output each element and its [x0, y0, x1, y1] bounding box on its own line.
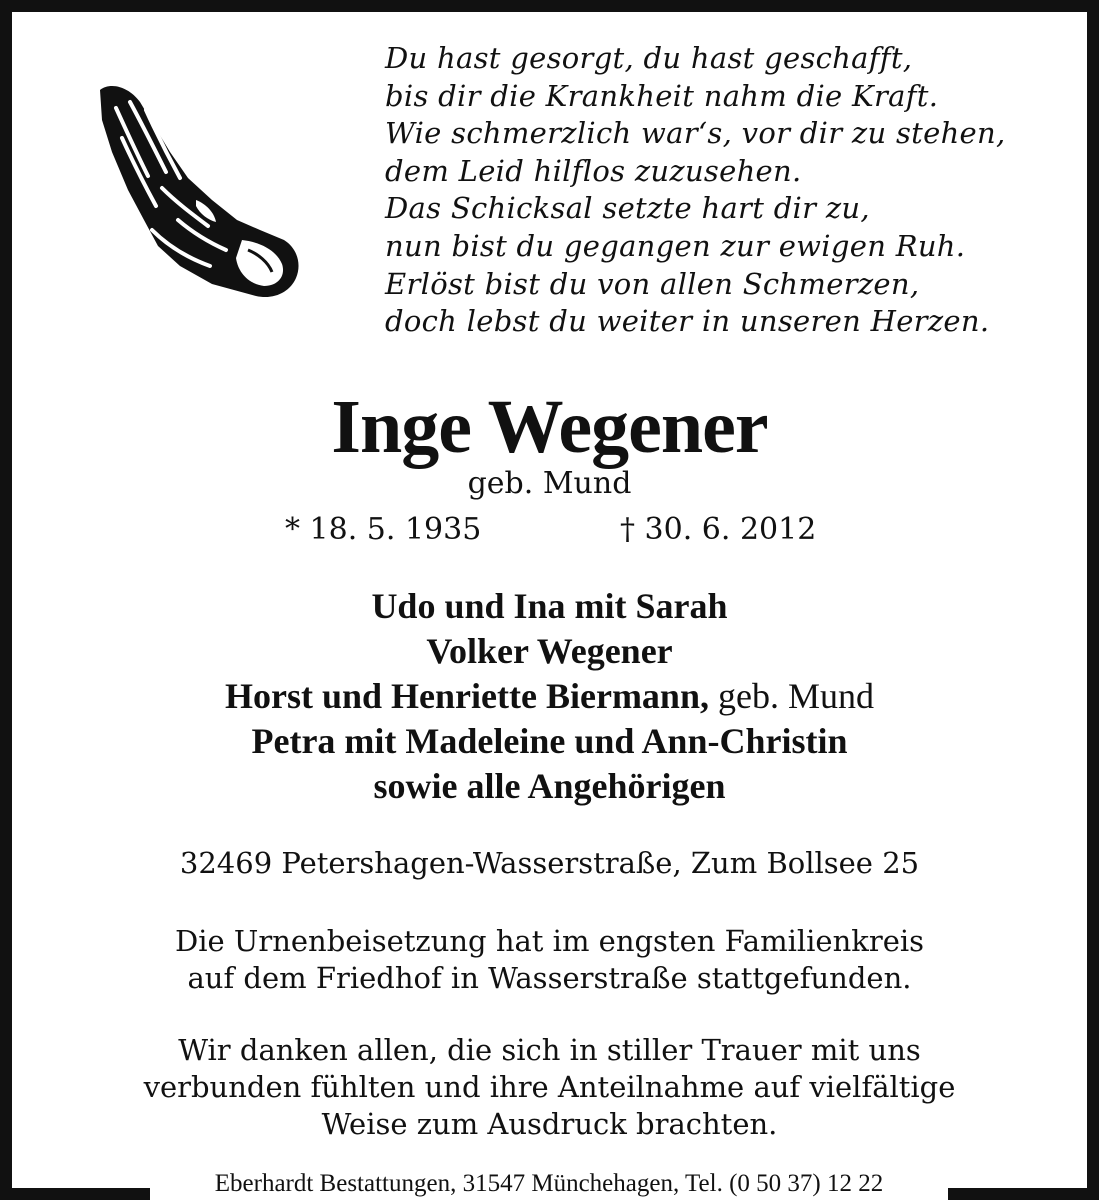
- mourners-list: [0, 584, 1099, 809]
- burial-notice-line: auf dem Friedhof in Wasserstraße stattgefunden.: [187, 961, 912, 995]
- thanks-line: verbunden fühlten und ihre Anteilnahme auf vielfältige: [143, 1070, 956, 1104]
- poem-line: doch lebst du weiter in unseren Herzen.: [385, 304, 990, 339]
- poem-line: Das Schicksal setzte hart dir zu,: [385, 191, 870, 226]
- death-date: † 30. 6. 2012: [620, 512, 817, 547]
- birth-name: geb. Mund: [467, 466, 632, 501]
- funeral-home-footer: Eberhardt Bestattungen, 31547 Münchehagen, Tel. (0 50 37) 12 22: [150, 1167, 948, 1200]
- address: 32469 Petershagen-Wasserstraße, Zum Bollsee 25: [179, 846, 920, 880]
- mourner-line: [0, 674, 1099, 719]
- mourner-names: Horst und Henriette Biermann,: [225, 676, 709, 716]
- thanks-line: Wir danken allen, die sich in stiller Trauer mit uns: [178, 1033, 921, 1067]
- mourner-line: Volker Wegener: [426, 631, 673, 671]
- burial-notice: [0, 923, 1099, 997]
- poem-line: bis dir die Krankheit nahm die Kraft.: [385, 78, 939, 113]
- mourner-line: sowie alle Angehörigen: [373, 766, 726, 806]
- poem-line: Du hast gesorgt, du hast geschafft,: [385, 41, 913, 75]
- mourner-line: Petra mit Madeleine und Ann-Christin: [251, 721, 848, 761]
- deceased-name: Inge Wegener: [331, 385, 768, 469]
- poem-line: nun bist du gegangen zur ewigen Ruh.: [385, 228, 966, 263]
- thanks-notice: [0, 1032, 1099, 1143]
- poem-line: Wie schmerzlich war‘s, vor dir zu stehen,: [385, 116, 1006, 151]
- poem-line: dem Leid hilflos zuzusehen.: [385, 153, 802, 188]
- praying-hands-icon: [92, 80, 304, 302]
- birth-date: * 18. 5. 1935: [285, 512, 482, 547]
- mourner-birth-name: geb. Mund: [708, 676, 874, 716]
- burial-notice-line: Die Urnenbeisetzung hat im engsten Familienkreis: [174, 924, 925, 958]
- poem: [385, 40, 1085, 341]
- mourner-line: Udo und Ina mit Sarah: [371, 586, 728, 626]
- poem-line: Erlöst bist du von allen Schmerzen,: [385, 266, 920, 301]
- thanks-line: Weise zum Ausdruck brachten.: [321, 1107, 778, 1141]
